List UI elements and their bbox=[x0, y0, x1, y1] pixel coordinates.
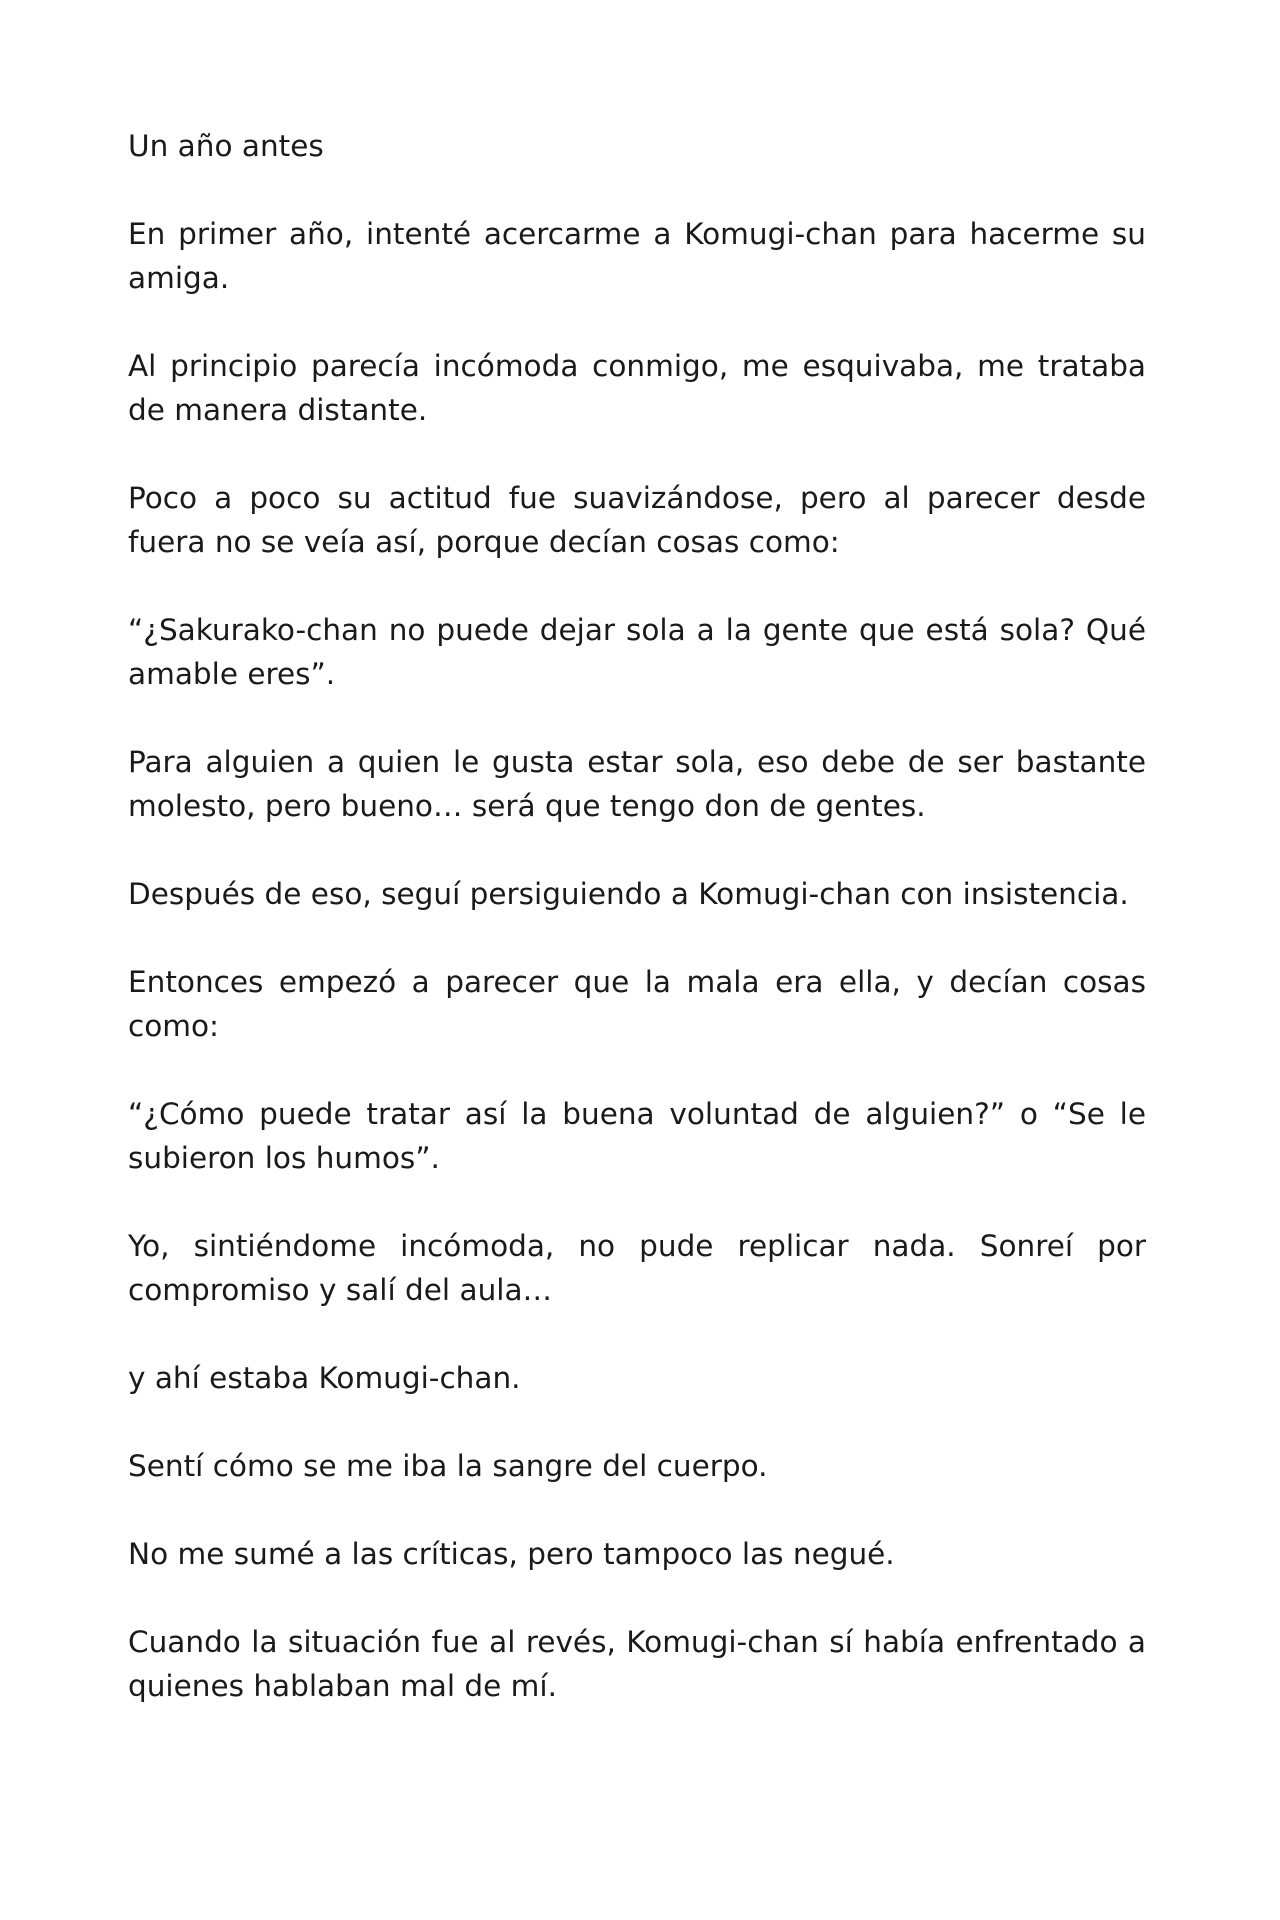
paragraph: “¿Cómo puede tratar así la buena voluntad de alguien?” o “Se le subieron los humos”. bbox=[128, 1097, 1146, 1175]
paragraph: y ahí estaba Komugi-chan. bbox=[128, 1361, 521, 1395]
paragraph: “¿Sakurako-chan no puede dejar sola a la gente que está sola? Qué amable eres”. bbox=[128, 613, 1146, 691]
paragraph: Poco a poco su actitud fue suavizándose, pero al parecer desde fuera no se veía así, porque decían cosas como: bbox=[128, 481, 1146, 559]
paragraph: Entonces empezó a parecer que la mala era ella, y decían cosas como: bbox=[128, 965, 1146, 1043]
paragraph: Después de eso, seguí persiguiendo a Komugi-chan con insistencia. bbox=[128, 877, 1129, 911]
paragraph: Cuando la situación fue al revés, Komugi-chan sí había enfrentado a quienes hablaban mal de mí. bbox=[128, 1625, 1146, 1703]
paragraph: En primer año, intenté acercarme a Komugi-chan para hacerme su amiga. bbox=[128, 217, 1146, 295]
paragraph: Para alguien a quien le gusta estar sola, eso debe de ser bastante molesto, pero bueno… será que tengo don de gentes. bbox=[128, 745, 1146, 823]
paragraph: Sentí cómo se me iba la sangre del cuerpo. bbox=[128, 1449, 768, 1483]
paragraph: Yo, sintiéndome incómoda, no pude replicar nada. Sonreí por compromiso y salí del aula… bbox=[128, 1229, 1146, 1307]
paragraph: No me sumé a las críticas, pero tampoco las negué. bbox=[128, 1537, 895, 1571]
document-body bbox=[128, 124, 1146, 1752]
paragraph: Al principio parecía incómoda conmigo, me esquivaba, me trataba de manera distante. bbox=[128, 349, 1146, 427]
paragraph: Un año antes bbox=[128, 129, 324, 163]
